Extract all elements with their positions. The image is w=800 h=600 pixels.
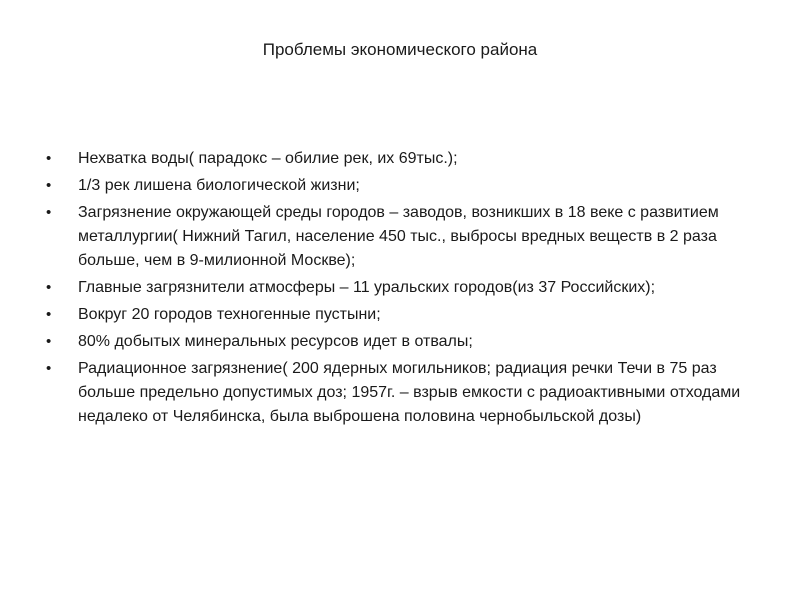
bullet-icon: • <box>46 204 52 221</box>
bullet-list <box>46 147 746 432</box>
list-item <box>46 147 746 171</box>
list-item <box>46 174 746 198</box>
bullet-icon: • <box>46 360 52 377</box>
list-item <box>46 330 746 354</box>
list-item-text: Нехватка воды( парадокс – обилие рек, их 69тыс.); <box>78 150 458 167</box>
list-item-text: Радиационное загрязнение( 200 ядерных могильников; радиация речки Течи в 75 раз больше предельно допустимых доз; 1957г. – взрыв емкости с радиоактивными отходами недалеко от Челябинска, была выброшена половина чернобыльской дозы) <box>78 360 741 425</box>
list-item-text: Вокруг 20 городов техногенные пустыни; <box>78 306 381 323</box>
list-item <box>46 201 746 273</box>
slide-title: Проблемы экономического района <box>262 40 538 59</box>
list-item <box>46 303 746 327</box>
bullet-icon: • <box>46 279 52 296</box>
list-item <box>46 357 746 429</box>
list-item-text: 1/3 рек лишена биологической жизни; <box>78 177 360 194</box>
list-item-text: 80% добытых минеральных ресурсов идет в отвалы; <box>78 333 473 350</box>
bullet-icon: • <box>46 177 52 194</box>
list-item-text: Главные загрязнители атмосферы – 11 уральских городов(из 37 Российских); <box>78 279 656 296</box>
bullet-icon: • <box>46 150 52 167</box>
bullet-icon: • <box>46 333 52 350</box>
bullet-icon: • <box>46 306 52 323</box>
list-item-text: Загрязнение окружающей среды городов – заводов, возникших в 18 веке с развитием металлургии( Нижний Тагил, население 450 тыс., выбросы вредных веществ в 2 раза больше, чем в 9-милионной Москве); <box>78 204 719 269</box>
list-item <box>46 276 746 300</box>
